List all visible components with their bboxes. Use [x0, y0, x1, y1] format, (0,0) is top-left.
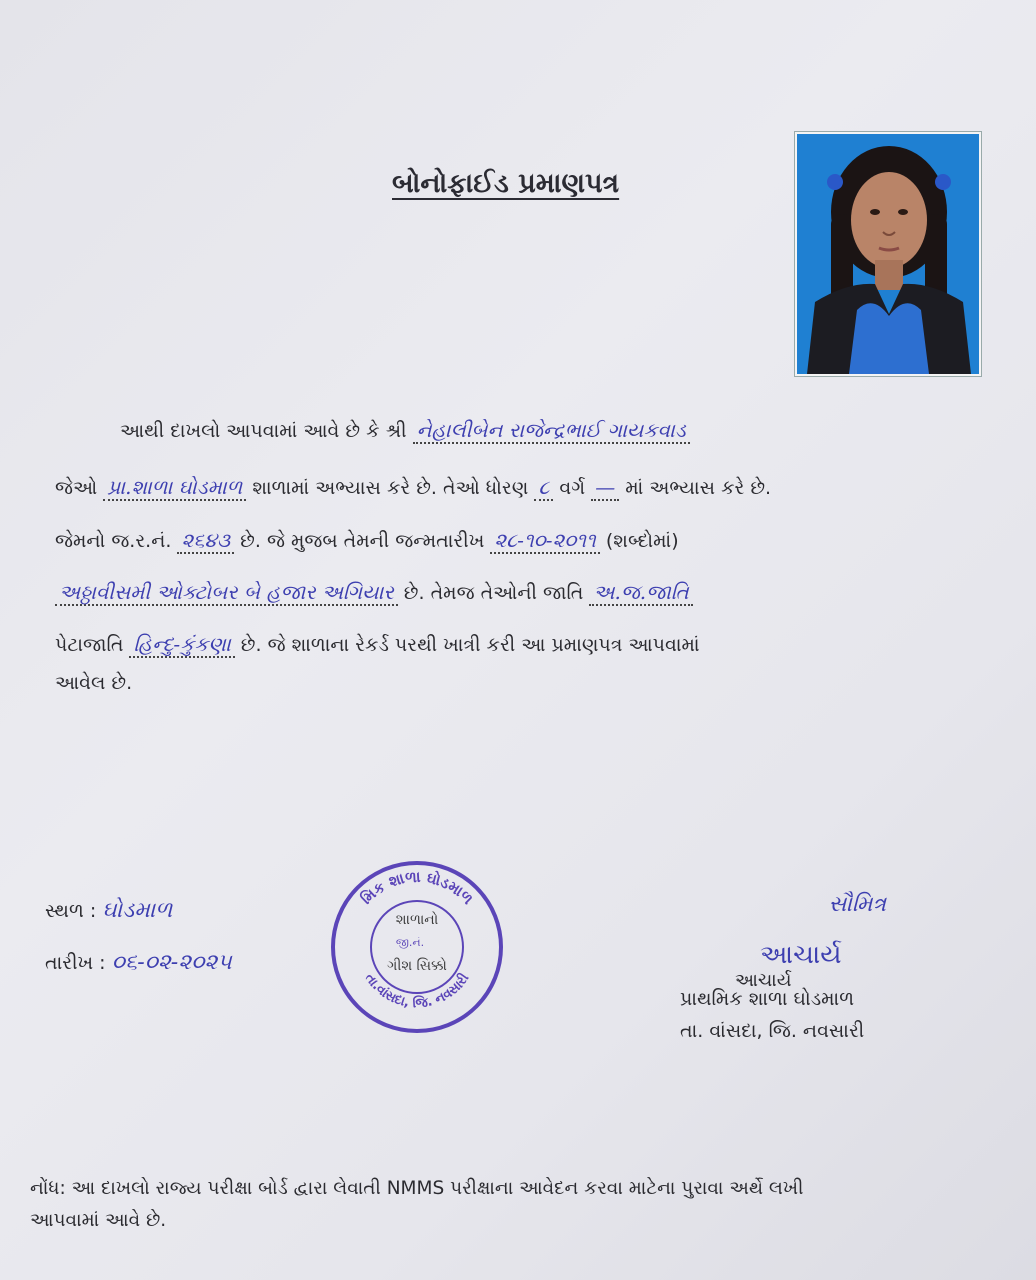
principal-title-handwritten: આચાર્ય	[760, 940, 842, 970]
standard-field: ૮	[534, 475, 553, 501]
caste-mid-text: છે. તેમજ તેઓની જાતિ	[403, 582, 584, 604]
principal-signature	[828, 892, 886, 917]
dob-mid-text: છે. જે મુજબ તેમની જન્મતારીખ	[240, 530, 485, 552]
caste-field: અ.જ.જાતિ	[589, 580, 692, 606]
stamp-inner-2: જી.નં.	[395, 936, 425, 949]
signature-text: સૌમિત્ર	[828, 892, 886, 917]
subcaste-label: પેટાજાતિ	[55, 634, 124, 656]
student-photo	[795, 132, 981, 376]
in-words-label: (શબ્દોમાં)	[605, 530, 679, 552]
date-row	[45, 950, 232, 975]
principal-title-printed: આચાર્ય	[735, 970, 792, 991]
record-text: છે. જે શાળાના રેકર્ડ પરથી ખાત્રી કરી આ પ્રમાણપત્ર આપવામાં	[240, 634, 700, 656]
date-value: ૦૬-૦૨-૨૦૨૫	[111, 950, 232, 975]
body-line-5	[55, 632, 700, 656]
body-line-6	[55, 672, 132, 694]
varg-label: વર્ગ	[559, 477, 586, 499]
certificate-title: બોનોફાઈડ પ્રમાણપત્ર	[392, 168, 620, 199]
gr-number-field: ૨૬૪૩	[177, 528, 234, 554]
svg-text:તા.વાંસદા, જિ. નવસારી	[362, 970, 473, 1012]
varg-field: —	[591, 475, 619, 501]
school-name-field: પ્રા.શાળા ઘોડમાળ	[103, 475, 246, 501]
stamp-inner-3: ગીશ સિક્કો	[387, 958, 447, 974]
stamp-top-text: મિક શાળા ઘોડમાળ	[357, 867, 477, 908]
student-name-field: નેહાલીબેન રાજેન્દ્રભાઈ ગાયકવાડ	[413, 418, 690, 444]
place-label: સ્થળ :	[45, 900, 97, 922]
school-address: તા. વાંસદા, જિ. નવસારી	[680, 1020, 865, 1042]
closing-text: આવેલ છે.	[55, 672, 133, 694]
place-value: ઘોડમાળ	[102, 898, 173, 923]
intro-text: આથી દાખલો આપવામાં આવે છે કે શ્રી	[120, 420, 407, 442]
stamp-inner-1: શાળાનો	[395, 912, 439, 928]
school-mid-text: શાળામાં અભ્યાસ કરે છે. તેઓ ધોરણ	[252, 477, 529, 499]
note-line-1: નોંધ: આ દાખલો રાજ્ય પરીક્ષા બોર્ડ દ્વારા લેવાતી NMMS પરીક્ષાના આવેદન કરવા માટેના પુરાવા અર્થે લખી	[30, 1178, 804, 1199]
place-row	[45, 898, 172, 923]
body-line-2	[55, 475, 771, 499]
stamp-bottom-text: તા.વાંસદા, જિ. નવસારી	[361, 970, 473, 1012]
body-line-1	[120, 418, 690, 442]
body-line-4	[55, 580, 693, 604]
school-stamp-seal	[328, 858, 506, 1036]
note-line-2: આપવામાં આવે છે.	[30, 1210, 167, 1231]
school-name-printed: પ્રાથમિક શાળા ઘોડમાળ	[680, 988, 855, 1010]
date-label: તારીખ :	[45, 952, 106, 974]
subcaste-field: હિન્દુ-કુંકણા	[129, 632, 234, 658]
gr-label: જેમનો જ.ર.નં.	[55, 530, 172, 552]
jeo-label: જેઓ	[55, 477, 98, 499]
school-stamp	[328, 858, 506, 1036]
birth-date-field: ૨૮-૧૦-૨૦૧૧	[490, 528, 599, 554]
study-suffix-text: માં અભ્યાસ કરે છે.	[625, 477, 772, 499]
body-line-3	[55, 528, 679, 552]
student-photo-image	[797, 134, 979, 374]
birth-date-words-field: અઠ્ઠાવીસમી ઓક્ટોબર બે હજાર અગિયાર	[55, 580, 398, 606]
